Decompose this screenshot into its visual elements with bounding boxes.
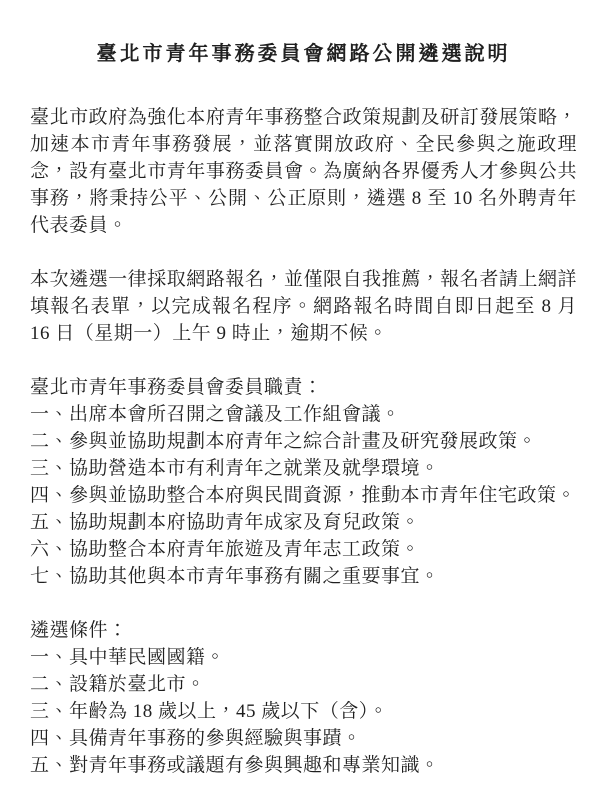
section-member-duties-heading: 臺北市青年事務委員會委員職責： [30,377,323,398]
duty-item-1: 一、出席本會所召開之會議及工作組會議。 [30,404,401,425]
duty-item-2: 二、參與並協助規劃本府青年之綜合計畫及研究發展政策。 [30,431,538,452]
document-title: 臺北市青年事務委員會網路公開遴選說明 [96,43,511,65]
duty-item-6: 六、協助整合本府青年旅遊及青年志工政策。 [30,539,421,560]
paragraph-registration-info: 本次遴選一律採取網路報名，並僅限自我推薦，報名者請上網詳填報名表單，以完成報名程序。網路報名時間自即日起至 8 月 16 日（星期一）上午 9 時止，逾期不候。 [30,269,577,344]
paragraph-intro: 臺北市政府為強化本府青年事務整合政策規劃及研訂發展策略，加速本市青年事務發展，並落實開放政府、全民參與之施政理念，設有臺北市青年事務委員會。為廣納各界優秀人才參與公共事務，將秉持公平、公開、公正原則，遴選 8 至 10 名外聘青年代表委員。 [30,107,577,236]
duty-item-3: 三、協助營造本市有利青年之就業及就學環境。 [30,458,440,479]
section-selection-criteria-heading: 遴選條件： [30,620,128,641]
section-member-duties [30,374,577,590]
criteria-item-1: 一、具中華民國國籍。 [30,647,226,668]
section-selection-criteria [30,617,577,779]
duty-item-4: 四、參與並協助整合本府與民間資源，推動本市青年住宅政策。 [30,485,577,506]
criteria-item-5: 五、對青年事務或議題有參與興趣和專業知識。 [30,755,440,776]
duty-item-7: 七、協助其他與本市青年事務有關之重要事宜。 [30,566,440,587]
criteria-item-4: 四、具備青年事務的參與經驗與事蹟。 [30,728,362,749]
criteria-item-2: 二、設籍於臺北市。 [30,674,206,695]
duty-item-5: 五、協助規劃本府協助青年成家及育兒政策。 [30,512,421,533]
criteria-item-3: 三、年齡為 18 歲以上，45 歲以下（含）。 [30,701,389,722]
